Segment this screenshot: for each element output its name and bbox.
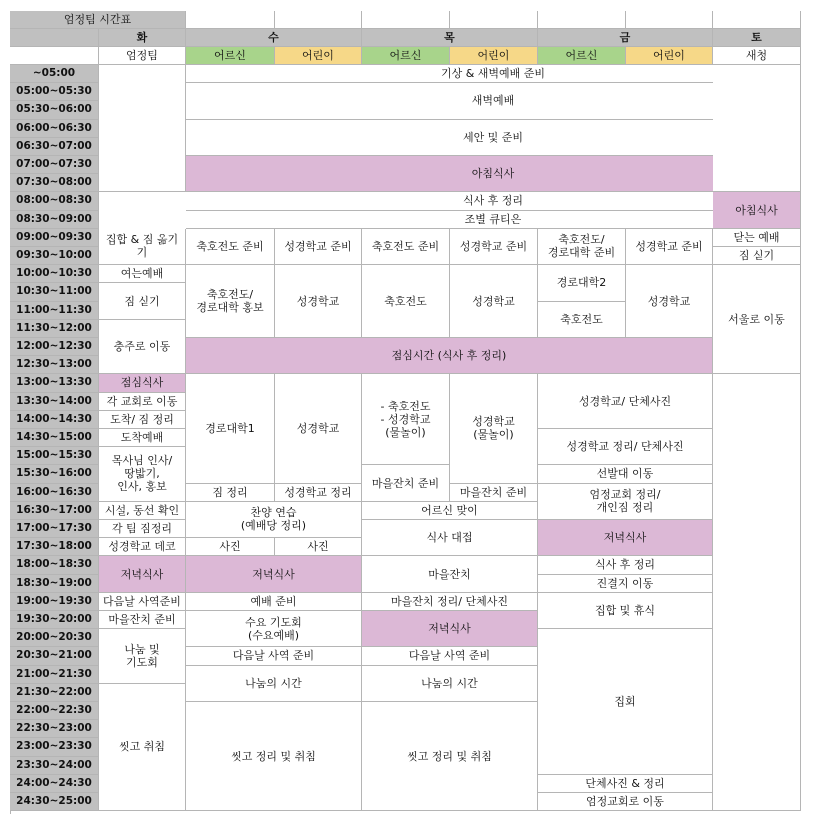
day-header-1: 화 xyxy=(99,29,186,47)
time-label: 09:00~09:30 xyxy=(10,229,99,247)
activity-cell: 여는예배 xyxy=(99,265,186,283)
activity-cell: 씻고 정리 및 취침 xyxy=(186,702,362,811)
activity-cell: 다음날 사역 준비 xyxy=(362,647,538,665)
activity-cell: 아침식사 xyxy=(186,156,801,192)
activity-cell: 성경학교 xyxy=(275,374,362,483)
title-row-empty-cell xyxy=(362,11,450,29)
day-header-2: 수 xyxy=(186,29,362,47)
schedule-table xyxy=(10,11,801,814)
time-label: 11:00~11:30 xyxy=(10,302,99,320)
time-label: 21:00~21:30 xyxy=(10,666,99,684)
activity-cell: 아침식사 xyxy=(713,192,801,228)
title-row-empty-cell xyxy=(713,11,801,29)
title-row-empty-cell xyxy=(186,11,275,29)
activity-cell: 충주로 이동 xyxy=(99,320,186,375)
time-label: 06:00~06:30 xyxy=(10,120,99,138)
activity-cell: 점심식사 xyxy=(99,374,186,392)
activity-cell: 집합 & 짐 옮기기 xyxy=(99,229,186,265)
activity-cell: 예배 준비 xyxy=(186,593,362,611)
activity-cell: 성경학교/ 단체사진 xyxy=(538,374,713,429)
activity-cell: 성경학교 xyxy=(450,265,538,338)
time-label: 10:00~10:30 xyxy=(10,265,99,283)
activity-cell: 사진 xyxy=(186,538,275,556)
time-label: 14:00~14:30 xyxy=(10,411,99,429)
activity-cell: 성경학교 정리/ 단체사진 xyxy=(538,429,713,465)
activity-cell: 마을잔치 준비 xyxy=(99,611,186,629)
subheader-1: 엄정팀 xyxy=(99,47,186,65)
activity-cell: 다음날 사역 준비 xyxy=(186,647,362,665)
activity-cell: 씻고 정리 및 취침 xyxy=(362,702,538,811)
activity-cell: 성경학교 준비 xyxy=(450,229,538,265)
title-row-empty-cell xyxy=(538,11,626,29)
subheader-2: 어르신 xyxy=(186,47,275,65)
time-label: 18:30~19:00 xyxy=(10,575,99,593)
activity-cell: 어르신 맞이 xyxy=(362,502,538,520)
time-label: 09:30~10:00 xyxy=(10,247,99,265)
activity-cell: 찬양 연습 (예배당 정리) xyxy=(186,502,362,538)
activity-cell: 마을잔치 준비 xyxy=(450,484,538,502)
activity-cell: 사진 xyxy=(275,538,362,556)
time-label: 08:30~09:00 xyxy=(10,211,99,229)
activity-cell: 새벽예배 xyxy=(186,83,801,119)
activity-cell: 성경학교 데코 xyxy=(99,538,186,556)
activity-cell: 서울로 이동 xyxy=(713,265,801,374)
activity-cell: 경로대학2 xyxy=(538,265,626,301)
title-row-empty-cell xyxy=(450,11,538,29)
activity-cell: 점심시간 (식사 후 정리) xyxy=(186,338,713,374)
activity-cell: 경로대학1 xyxy=(186,374,275,483)
activity-cell: 저녁식사 xyxy=(538,520,713,556)
time-label: 12:30~13:00 xyxy=(10,356,99,374)
activity-cell: 짐 정리 xyxy=(186,484,275,502)
time-label: 19:30~20:00 xyxy=(10,611,99,629)
time-label: 15:00~15:30 xyxy=(10,447,99,465)
activity-cell: 집회 xyxy=(538,629,713,775)
day-header-corner xyxy=(10,29,99,47)
activity-cell: 진결지 이동 xyxy=(538,575,713,593)
activity-cell: 성경학교 준비 xyxy=(626,229,713,265)
activity-cell: 성경학교 정리 xyxy=(275,484,362,502)
time-label: 10:30~11:00 xyxy=(10,283,99,301)
time-label: 22:00~22:30 xyxy=(10,702,99,720)
activity-cell: 씻고 취침 xyxy=(99,684,186,811)
time-label: 07:00~07:30 xyxy=(10,156,99,174)
empty-cell xyxy=(713,374,801,811)
time-label: 23:30~24:00 xyxy=(10,757,99,775)
activity-cell: 식사 대접 xyxy=(362,520,538,556)
time-label: 22:30~23:00 xyxy=(10,720,99,738)
activity-cell: 짐 싣기 xyxy=(99,283,186,319)
activity-cell: 단체사진 & 정리 xyxy=(538,775,713,793)
activity-cell: 저녁식사 xyxy=(362,611,538,647)
activity-cell: 축호전도 준비 xyxy=(186,229,275,265)
time-label: 13:30~14:00 xyxy=(10,393,99,411)
activity-cell: 목사님 인사/ 땅밟기, 인사, 홍보 xyxy=(99,447,186,502)
time-label: 07:30~08:00 xyxy=(10,174,99,192)
activity-cell: 축호전도/ 경로대학 홍보 xyxy=(186,265,275,338)
activity-cell: 닫는 예배 xyxy=(713,229,801,247)
subheader-6: 어르신 xyxy=(538,47,626,65)
empty-cell xyxy=(99,65,186,192)
title-row-empty-cell xyxy=(275,11,362,29)
time-label: 05:00~05:30 xyxy=(10,83,99,101)
time-label: 18:00~18:30 xyxy=(10,556,99,574)
time-label: 11:30~12:00 xyxy=(10,320,99,338)
activity-cell: 각 팀 짐정리 xyxy=(99,520,186,538)
time-label: 20:30~21:00 xyxy=(10,647,99,665)
activity-cell: 도착/ 짐 정리 xyxy=(99,411,186,429)
time-label: 06:30~07:00 xyxy=(10,138,99,156)
subheader-corner xyxy=(10,47,99,65)
time-label: 16:00~16:30 xyxy=(10,484,99,502)
subheader-7: 어린이 xyxy=(626,47,713,65)
activity-cell: 축호전도 xyxy=(362,265,450,338)
activity-cell: 도착예배 xyxy=(99,429,186,447)
day-header-3: 목 xyxy=(362,29,538,47)
time-label: 23:00~23:30 xyxy=(10,738,99,756)
time-label: 13:00~13:30 xyxy=(10,374,99,392)
activity-cell: 집합 및 휴식 xyxy=(538,593,713,629)
activity-cell: 식사 후 정리 xyxy=(186,192,801,210)
time-label: 14:30~15:00 xyxy=(10,429,99,447)
activity-cell: 세안 및 준비 xyxy=(186,120,801,156)
activity-cell: 다음날 사역준비 xyxy=(99,593,186,611)
activity-cell: 엄정교회로 이동 xyxy=(538,793,713,811)
activity-cell: 마을잔치 xyxy=(362,556,538,592)
time-label: 24:00~24:30 xyxy=(10,775,99,793)
time-label: 19:00~19:30 xyxy=(10,593,99,611)
time-label: 17:00~17:30 xyxy=(10,520,99,538)
activity-cell: 엄정교회 정리/ 개인짐 정리 xyxy=(538,484,713,520)
subheader-3: 어린이 xyxy=(275,47,362,65)
activity-cell: 나눔의 시간 xyxy=(362,666,538,702)
activity-cell: 성경학교 xyxy=(626,265,713,338)
time-label: 08:00~08:30 xyxy=(10,192,99,210)
activity-cell: 각 교회로 이동 xyxy=(99,393,186,411)
day-header-4: 금 xyxy=(538,29,713,47)
activity-cell: 마을잔치 준비 xyxy=(362,465,450,501)
activity-cell: 저녁식사 xyxy=(186,556,362,592)
activity-cell: 식사 후 정리 xyxy=(538,556,713,574)
time-label: 16:30~17:00 xyxy=(10,502,99,520)
time-label: 15:30~16:00 xyxy=(10,465,99,483)
time-label: 21:30~22:00 xyxy=(10,684,99,702)
activity-cell: 축호전도 xyxy=(538,302,626,338)
activity-cell: 수요 기도회 (수요예배) xyxy=(186,611,362,647)
time-label: 05:30~06:00 xyxy=(10,101,99,119)
subheader-8: 새청 xyxy=(713,47,801,65)
time-label: 24:30~25:00 xyxy=(10,793,99,811)
activity-cell: 축호전도 준비 xyxy=(362,229,450,265)
subheader-5: 어린이 xyxy=(450,47,538,65)
activity-cell: 조별 큐티은 xyxy=(186,211,801,229)
activity-cell: 축호전도/ 경로대학 준비 xyxy=(538,229,626,265)
time-label: 17:30~18:00 xyxy=(10,538,99,556)
title-row-empty-cell xyxy=(626,11,713,29)
activity-cell: 기상 & 새벽예배 준비 xyxy=(186,65,801,83)
activity-cell: 성경학교 (물놀이) xyxy=(450,374,538,483)
activity-cell: 시설, 동선 확인 xyxy=(99,502,186,520)
activity-cell: 마을잔치 정리/ 단체사진 xyxy=(362,593,538,611)
subheader-4: 어르신 xyxy=(362,47,450,65)
activity-cell: 성경학교 준비 xyxy=(275,229,362,265)
activity-cell: 나눔 및 기도회 xyxy=(99,629,186,684)
table-title: 엄정팀 시간표 xyxy=(10,11,186,29)
empty-cell xyxy=(713,65,801,192)
time-label: ~05:00 xyxy=(10,65,99,83)
activity-cell: 저녁식사 xyxy=(99,556,186,592)
activity-cell: - 축호전도 - 성경학교 (물놀이) xyxy=(362,374,450,465)
time-label: 12:00~12:30 xyxy=(10,338,99,356)
time-label: 20:00~20:30 xyxy=(10,629,99,647)
day-header-5: 토 xyxy=(713,29,801,47)
activity-cell: 선발대 이동 xyxy=(538,465,713,483)
activity-cell: 짐 싣기 xyxy=(713,247,801,265)
activity-cell: 성경학교 xyxy=(275,265,362,338)
activity-cell: 나눔의 시간 xyxy=(186,666,362,702)
